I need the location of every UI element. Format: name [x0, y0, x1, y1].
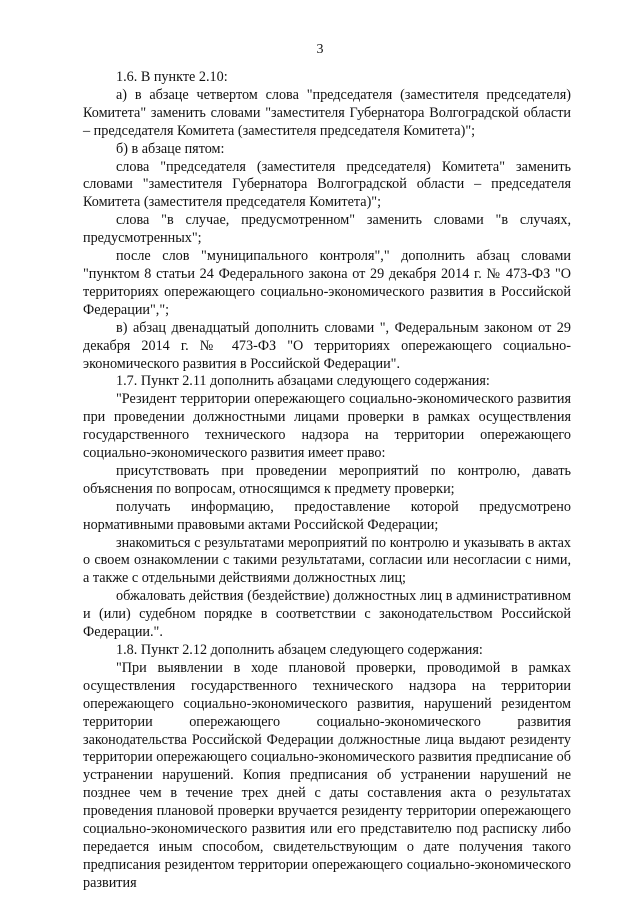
paragraph: знакомиться с результатами мероприятий по контролю и указывать в актах о своем ознакомлении с такими результатами, согласии или несогласии с ними, а также с отдельными действиями должностных лиц; [83, 534, 571, 587]
paragraph: обжаловать действия (бездействие) должностных лиц в административном и (или) судебном порядке в соответствии с законодательством Российской Федерации.". [83, 588, 571, 641]
paragraph: слова "председателя (заместителя председателя) Комитета" заменить словами "заместителя Губернатора Волгоградской области – председателя Комитета (заместителя председателя Комитета)"; [83, 158, 571, 211]
page-number: 3 [316, 42, 324, 57]
paragraph: получать информацию, предоставление которой предусмотрено нормативными правовыми актами Российской Федерации; [83, 498, 571, 533]
paragraph: а) в абзаце четвертом слова "председателя (заместителя председателя) Комитета" заменить словами "заместителя Губернатора Волгоградской области – председателя Комитета (заместителя председателя Комитета)"; [83, 86, 571, 139]
paragraph: присутствовать при проведении мероприятий по контролю, давать объяснения по вопросам, относящимся к предмету проверки; [83, 462, 571, 497]
paragraph: в) абзац двенадцатый дополнить словами ", Федеральным законом от 29 декабря 2014 г. № 473-ФЗ "О территориях опережающего социально-экономического развития в Российской Федерации". [83, 319, 571, 372]
paragraph: 1.7. Пункт 2.11 дополнить абзацами следующего содержания: [116, 373, 490, 390]
paragraph: слова "в случае, предусмотренном" заменить словами "в случаях, предусмотренных"; [83, 212, 571, 247]
paragraph: 1.6. В пункте 2.10: [116, 69, 228, 85]
paragraph: 1.8. Пункт 2.12 дополнить абзацем следующего содержания: [116, 642, 483, 658]
paragraph: б) в абзаце пятом: [116, 140, 225, 157]
paragraph: после слов "муниципального контроля"," дополнить абзац словами "пунктом 8 статьи 24 Федерального закона от 29 декабря 2014 г. № 473-ФЗ "О территориях опережающего социально-экономического развития в Российской Федерации","; [83, 248, 571, 318]
paragraph: "При выявлении в ходе плановой проверки, проводимой в рамках осуществления государственного технического надзора на территории опережающего социально-экономического развития, нарушений резидентом территории опережающего социально-экономического развития законодательства Российской Федерации должностные лица выдают резиденту территории опережающего социально-экономического развития предписание об устранении нарушений. Копия предписания об устранении нарушений не позднее чем в течение трех дней с даты составления акта о результатах проведения плановой проверки вручается резиденту территории опережающего социально-экономического развития или его представителю под расписку либо передается иным способом, свидетельствующим о дате получения такого предписания резидентом территории опережающего социально-экономического развития [83, 659, 571, 891]
document-body [83, 69, 571, 893]
paragraph: "Резидент территории опережающего социально-экономического развития при проведении должностными лицами проверки в рамках осуществления государственного технического надзора на территории опережающего социально-экономического развития имеет право: [83, 391, 571, 462]
